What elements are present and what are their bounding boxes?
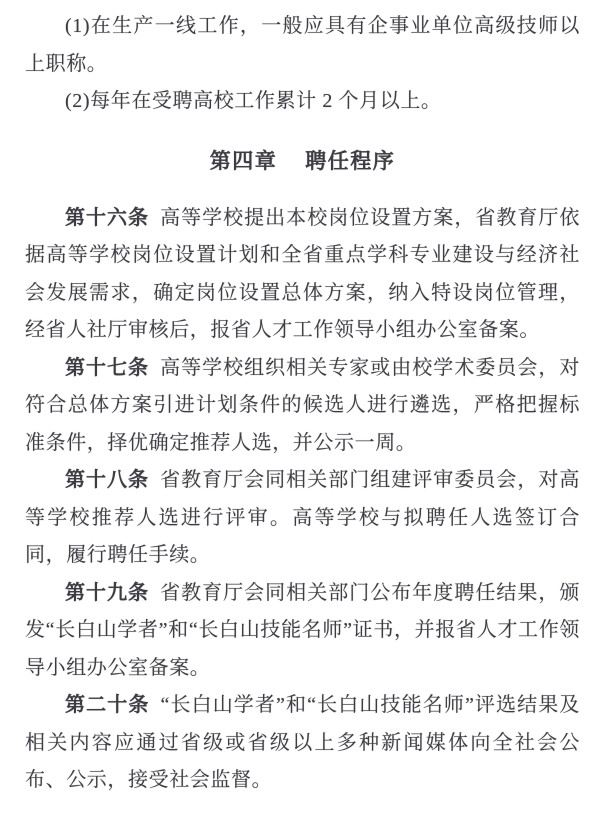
- clause-item-2: [25, 83, 580, 121]
- article-number: 第十八条: [65, 469, 150, 491]
- clause-item-1: [25, 8, 580, 83]
- article-paragraph-19: [25, 575, 580, 688]
- article-text: “长白山学者”和“长白山技能名师”评选结果及相关内容应通过省级或省级以上多种新闻媒体向全社会公布、公示，接受社会监督。: [25, 694, 580, 791]
- article-number: 第十七条: [65, 356, 150, 379]
- article-text: 省教育厅会同相关部门组建评审委员会，对高等学校推荐人选进行评审。高等学校与拟聘任人选签订合同，履行聘任手续。: [25, 469, 581, 566]
- article-text: 高等学校组织相关专家或由校学术委员会，对符合总体方案引进计划条件的候选人进行遴选，严格把握标准条件，择优确定推荐人选，并公示一周。: [25, 356, 581, 454]
- clause-text: (1)在生产一线工作，一般应具有企事业单位高级技师以上职称。: [25, 15, 580, 75]
- chapter-number: 第四章: [209, 149, 278, 173]
- article-text: 高等学校提出本校岗位设置方案，省教育厅依据高等学校岗位设置计划和全省重点学科专业建设与经济社会发展需求，确定岗位设置总体方案，纳入特设岗位管理，经省人社厅审核后，报省人才工作领导小组办公室备案。: [25, 206, 581, 341]
- article-number: 第十九条: [65, 581, 150, 604]
- chapter-title: 聘任程序: [305, 149, 396, 173]
- article-paragraph-20: [25, 687, 580, 800]
- chapter-heading: [25, 148, 580, 175]
- clause-text: (2)每年在受聘高校工作累计 2 个月以上。: [65, 90, 442, 112]
- article-paragraph-16: [25, 200, 580, 350]
- article-number: 第十六条: [65, 206, 150, 229]
- article-text: 省教育厅会同相关部门公布年度聘任结果，颁发“长白山学者”和“长白山技能名师”证书，并报省人才工作领导小组办公室备案。: [25, 581, 581, 679]
- article-number: 第二十条: [65, 694, 150, 716]
- article-paragraph-17: [25, 350, 580, 463]
- article-paragraph-18: [25, 462, 580, 575]
